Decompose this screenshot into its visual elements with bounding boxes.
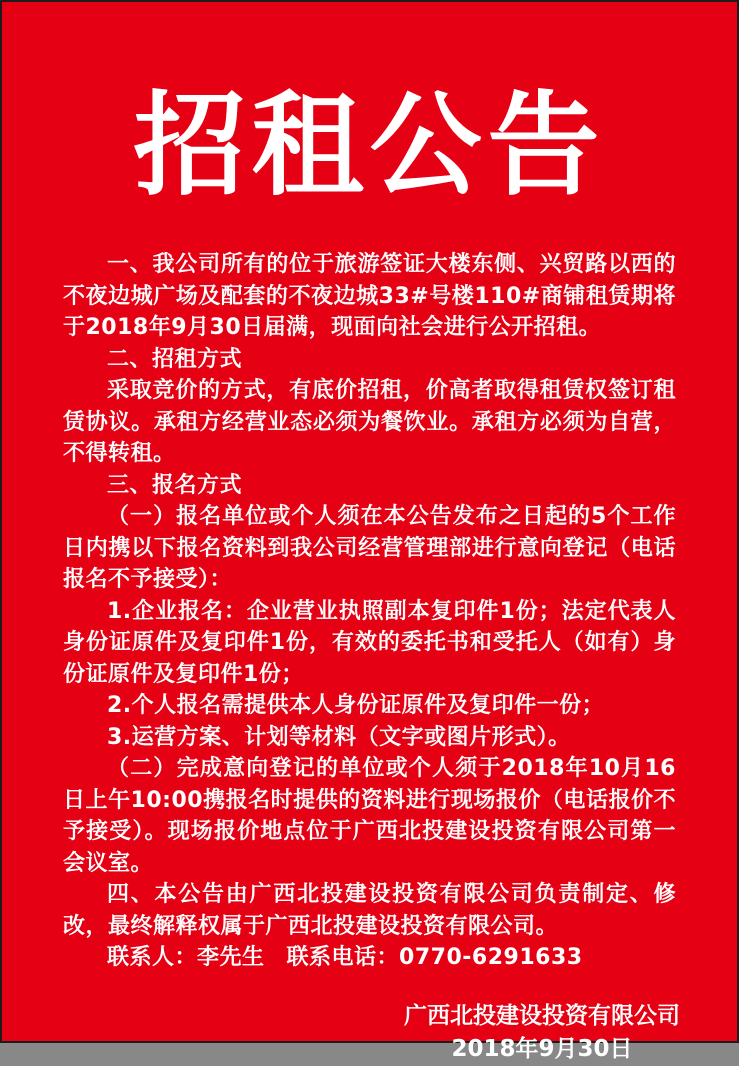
paragraph-1-property-description: 一、我公司所有的位于旅游签证大楼东侧、兴贸路以西的不夜边城广场及配套的不夜边城33#号楼110#商铺租赁期将于2018年9月30日届满，现面向社会进行公开招租。 (63, 252, 676, 341)
signature-date: 2018年9月30日 (451, 1035, 633, 1062)
paragraph-6-enterprise-documents: 1.企业报名：企业营业执照副本复印件1份；法定代表人身份证原件及复印件1份，有效的委托书和受托人（如有）身份证原件及复印件1份； (63, 598, 676, 687)
signature-company-name: 广西北投建设投资有限公司 (404, 1002, 680, 1029)
contact-person-label: 联系人： (107, 945, 198, 971)
paragraph-10-interpretation-rights: 四、本公告由广西北投建设投资有限公司负责制定、修改，最终解释权属于广西北投建设投资有限公司。 (63, 882, 676, 939)
paragraph-7-individual-documents: 2.个人报名需提供本人身份证原件及复印件一份； (107, 693, 605, 719)
paragraph-3-rental-method-details: 采取竞价的方式，有底价招租，价高者取得租赁权签订租赁协议。承租方经营业态必须为餐饮业。承租方必须为自营，不得转租。 (63, 378, 676, 467)
paragraph-5-registration-deadline: （一）报名单位或个人须在本公告发布之日起的5个工作日内携以下报名资料到我公司经营管理部进行意向登记（电话报名不予接受）： (63, 504, 676, 593)
poster-title: 招租公告 (133, 80, 606, 211)
paragraph-2-section-heading-rental-method: 二、招租方式 (107, 346, 243, 372)
paragraph-9-bidding-session: （二）完成意向登记的单位或个人须于2018年10月16日上午10:00携报名时提供的资料进行现场报价（电话报价不予接受）。现场报价地点位于广西北投建设投资有限公司第一会议室。 (63, 756, 676, 876)
contact-person-name: 李先生 (197, 945, 265, 971)
paragraph-8-operation-plan: 3.运营方案、计划等材料（文字或图片形式）。 (107, 724, 571, 750)
paragraph-4-section-heading-registration: 三、报名方式 (107, 472, 243, 498)
announcement-body (2, 249, 737, 974)
contact-line (63, 942, 676, 974)
contact-phone-number: 0770-6291633 (399, 945, 583, 971)
signature-block (2, 1000, 737, 1066)
contact-phone-label: 联系电话： (286, 945, 400, 971)
